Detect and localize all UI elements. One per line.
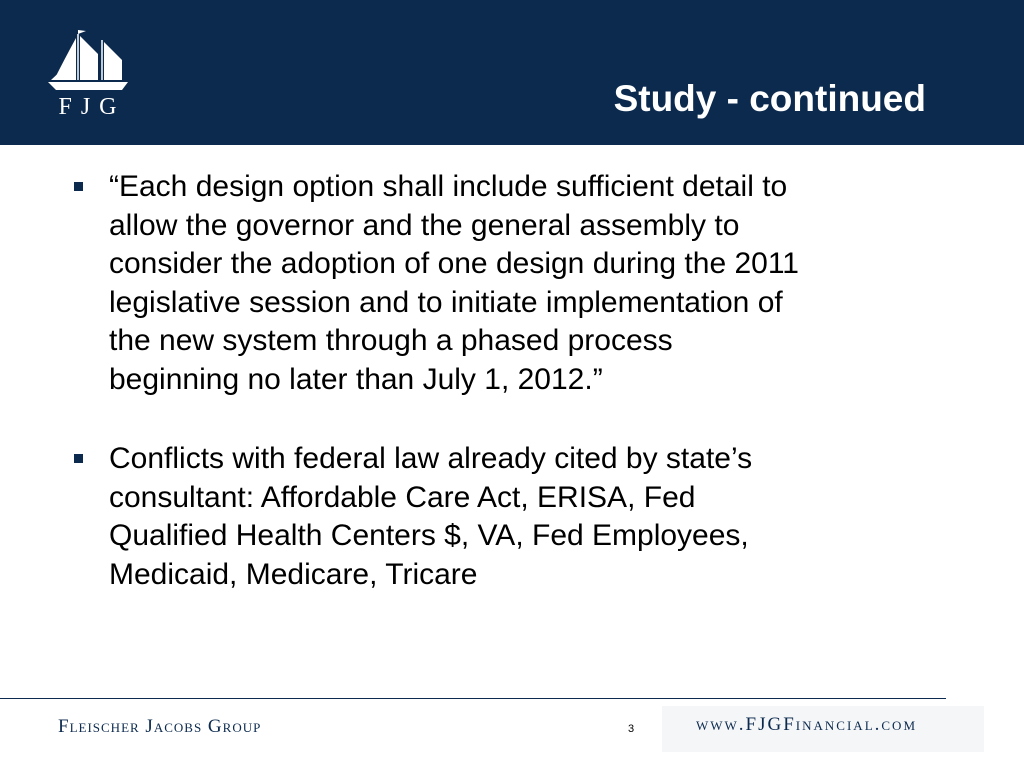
bullet-item <box>72 168 952 399</box>
footer-company-name: Fleischer Jacobs Group <box>58 716 262 737</box>
logo-text: FJG <box>58 94 126 120</box>
slide-title: Study - continued <box>613 78 926 119</box>
bullet-text: Conflicts with federal law already cited by state’s consultant: Affordable Care Act, ERISA, Fed Qualified Health Centers $, VA, Fed Employees, Medicaid, Medicare, Tricare <box>109 442 753 591</box>
bullet-item <box>72 440 952 594</box>
header-band <box>0 0 1024 145</box>
bullet-text: “Each design option shall include sufficient detail to allow the governor and the general assembly to consider the adoption of one design during the 2011 legislative session and to initiate implementation of the new system through a phased process beginning no later than July 1, 2012.” <box>109 170 799 396</box>
page-number: 3 <box>628 723 635 735</box>
sailing-ship-icon <box>44 30 134 94</box>
fjg-logo <box>44 30 134 130</box>
footer-website-url: www.FJGFinancial.com <box>696 714 917 735</box>
square-bullet-icon <box>74 454 83 463</box>
bullet-list <box>72 168 952 635</box>
footer-divider <box>0 698 946 699</box>
square-bullet-icon <box>74 182 83 191</box>
